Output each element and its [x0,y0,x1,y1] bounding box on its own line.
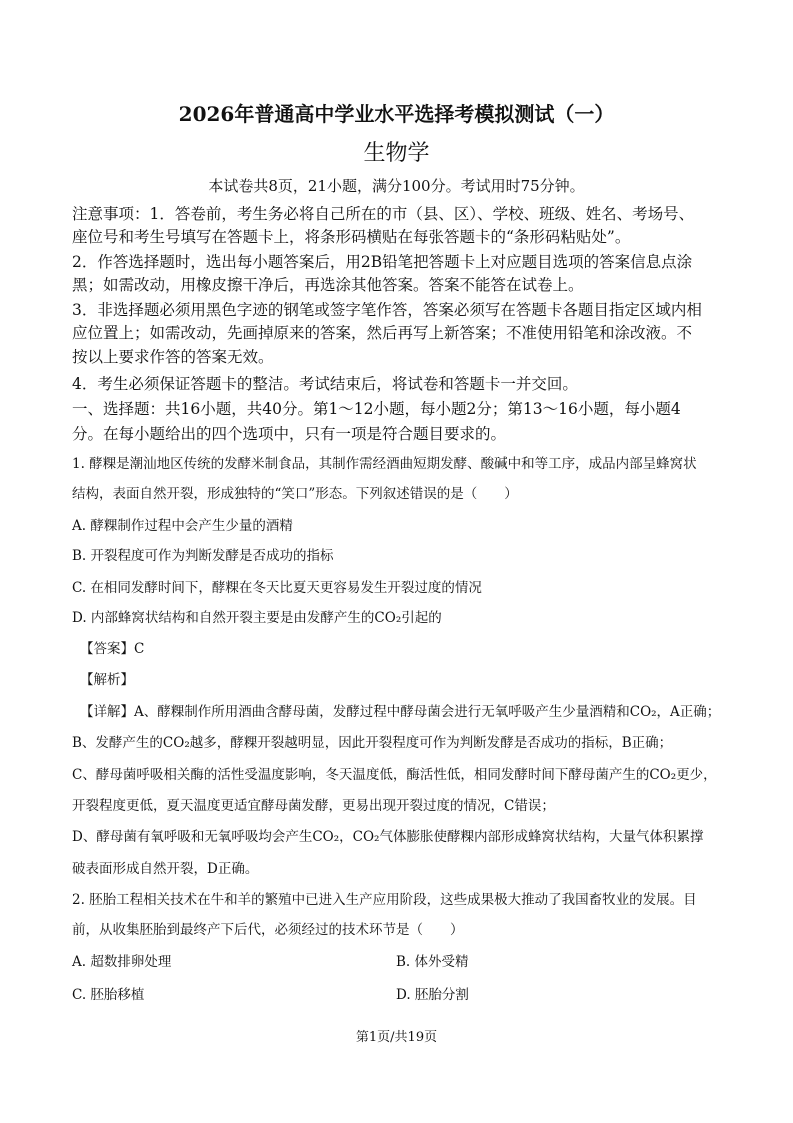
q1-detail-line [80,700,720,720]
subject-title: 生物学 [363,141,430,166]
answer-value: C [134,641,145,657]
q2-option-d: D. 胚胎分割 [396,987,469,1003]
section-heading: 一、选择题：共16小题，共40分。第1～12小题，每小题2分；第13～16小题，每小题4 [72,400,681,418]
q1-option-d: D. 内部蜂窝状结构和自然开裂主要是由发酵产生的CO₂引起的 [72,610,442,626]
detail-text: A、酵粿制作所用酒曲含酵母菌，发酵过程中酵母菌会进行无氧呼吸产生少量酒精和CO₂，A正确； [134,704,721,720]
q1-stem: 结构，表面自然开裂，形成独特的“笑口”形态。下列叙述错误的是（ ） [72,486,518,502]
q1-option-c: C. 在相同发酵时间下，酵粿在冬天比夏天更容易发生开裂过度的情况 [72,580,482,596]
notice-line: 注意事项：1．答卷前，考生务必将自己所在的市（县、区）、学校、班级、姓名、考场号、 [72,205,695,223]
notice-line: 2．作答选择题时，选出每小题答案后，用2B铅笔把答题卡上对应题目选项的答案信息点涂 [72,253,693,271]
notice-line: 黑；如需改动，用橡皮擦干净后，再选涂其他答案。答案不能答在试卷上。 [72,276,584,294]
notice-line: 应位置上；如需改动，先画掉原来的答案，然后再写上新答案；不准使用铅笔和涂改液。不 [72,324,693,342]
q1-analysis-label: 【解析】 [80,672,134,688]
q2-option-a: A. 超数排卵处理 [72,954,172,970]
q2-option-b: B. 体外受精 [396,954,469,970]
detail-label: 【详解】 [80,704,134,720]
q1-stem: 1. 酵粿是潮汕地区传统的发酵米制食品，其制作需经酒曲短期发酵、酸碱中和等工序，成品内部呈蜂窝状 [72,456,697,472]
q1-detail-line: C、酵母菌呼吸相关酶的活性受温度影响，冬天温度低，酶活性低，相同发酵时间下酵母菌产生的CO₂更少， [72,767,717,783]
section-heading: 分。在每小题给出的四个选项中，只有一项是符合题目要求的。 [72,425,507,443]
notice-line: 3．非选择题必须用黑色字迹的钢笔或签字笔作答，答案必须写在答题卡各题目指定区域内相 [72,301,702,319]
q2-stem: 2. 胚胎工程相关技术在牛和羊的繁殖中已进入生产应用阶段，这些成果极大推动了我国畜牧业的发展。目 [72,892,697,908]
page-footer: 第1页/共19页 [355,1030,438,1045]
q2-option-c: C. 胚胎移植 [72,987,145,1003]
answer-label: 【答案】 [80,641,134,657]
q1-detail-line: B、发酵产生的CO₂越多，酵粿开裂越明显，因此开裂程度可作为判断发酵是否成功的指标，B正确； [72,735,673,751]
q1-detail-line: 开裂程度更低，夏天温度更适宜酵母菌发酵，更易出现开裂过度的情况，C错误； [72,798,555,814]
q1-detail-line: D、酵母菌有氧呼吸和无氧呼吸均会产生CO₂，CO₂气体膨胀使酵粿内部形成蜂窝状结构，大量气体积累撑 [72,829,704,845]
notice-line: 4．考生必须保证答题卡的整洁。考试结束后，将试卷和答题卡一并交回。 [72,375,578,393]
q2-stem: 前，从收集胚胎到最终产下后代，必须经过的技术环节是（ ） [72,922,464,938]
notice-line: 按以上要求作答的答案无效。 [72,348,274,366]
q1-detail-line: 破表面形成自然开裂，D正确。 [72,861,259,877]
notice-line: 座位号和考生号填写在答题卡上，将条形码横贴在每张答题卡的“条形码粘贴处”。 [72,228,631,246]
q1-option-b: B. 开裂程度可作为判断发酵是否成功的指标 [72,548,334,564]
q1-answer [80,637,144,657]
exam-info: 本试卷共8页，21小题，满分100分。考试用时75分钟。 [208,177,585,195]
q1-option-a: A. 酵粿制作过程中会产生少量的酒精 [72,518,293,534]
exam-title: 2026年普通高中学业水平选择考模拟测试（一） [178,102,615,126]
